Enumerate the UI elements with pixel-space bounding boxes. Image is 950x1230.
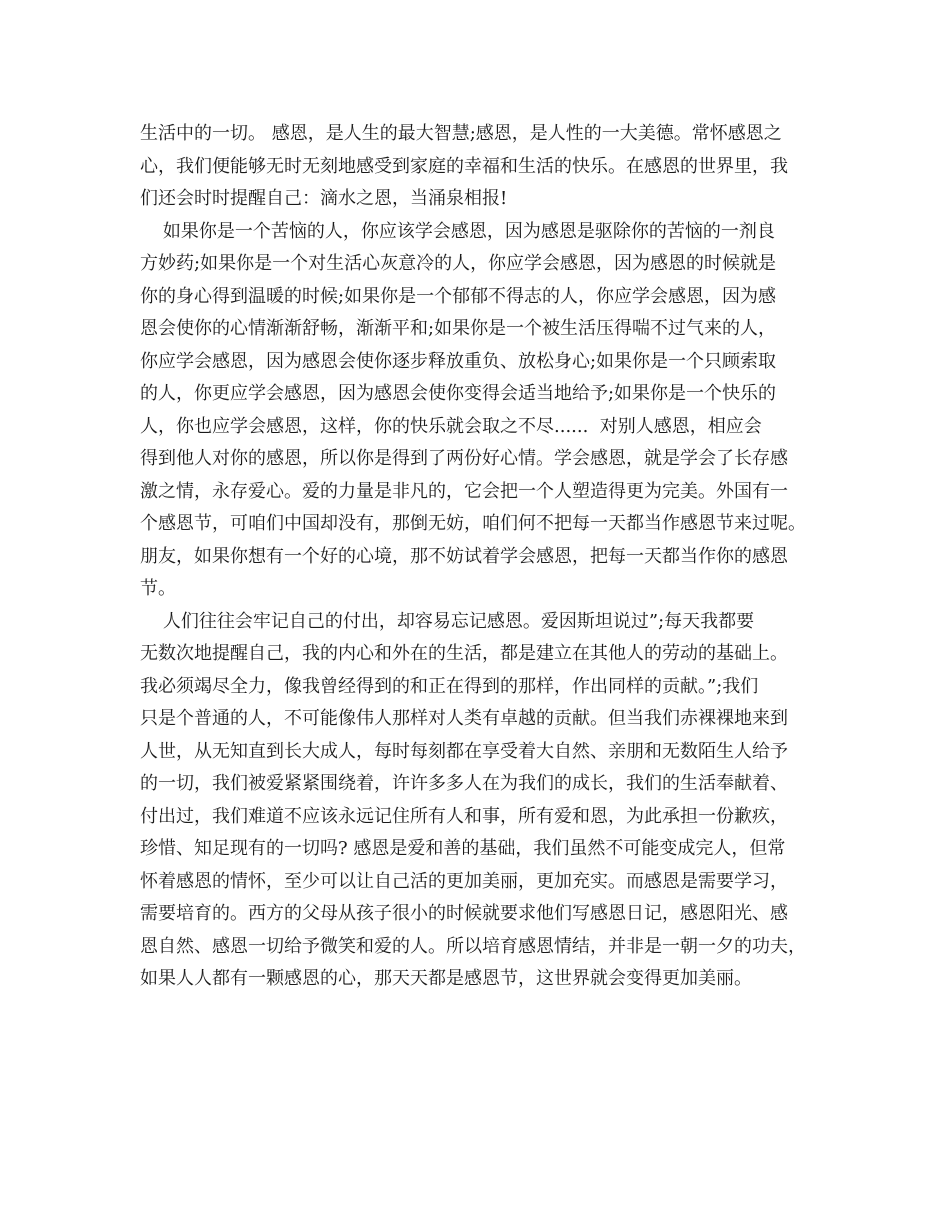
text-line: 你的身心得到温暖的时候;如果你是一个郁郁不得志的人，你应学会感恩，因为感	[140, 285, 777, 307]
text-line: 如果人人都有一颗感恩的心，那天天都是感恩节，这世界就会变得更加美丽。	[140, 968, 752, 989]
text-line: 方妙药;如果你是一个对生活心灰意冷的人，你应学会感恩，因为感恩的时候就是	[140, 253, 777, 274]
text-line: 付出过，我们难道不应该永远记住所有人和事，所有爱和恩，为此承担一份歉疚，	[140, 805, 788, 827]
text-line: 只是个普通的人，不可能像伟人那样对人类有卓越的贡献。但当我们赤裸裸地来到	[140, 708, 788, 729]
text-line: 恩会使你的心情渐渐舒畅，渐渐平和;如果你是一个被生活压得喘不过气来的人，	[140, 318, 777, 339]
document-body	[140, 118, 820, 996]
text-line: 需要培育的。西方的父母从孩子很小的时候就要求他们写感恩日记，感恩阳光、感	[140, 903, 788, 924]
text-line: 个感恩节，可咱们中国却没有，那倒无妨，咱们何不把每一天都当作感恩节来过呢。	[140, 513, 806, 534]
text-line: 节。	[140, 578, 176, 599]
paragraph-3	[140, 606, 820, 996]
text-line: 人世，从无知直到长大成人，每时每刻都在享受着大自然、亲朋和无数陌生人给予	[140, 740, 788, 762]
text-line: 你应学会感恩，因为感恩会使你逐步释放重负、放松身心;如果你是一个只顾索取	[140, 350, 777, 372]
text-line: 朋友，如果你想有一个好的心境，那不妨试着学会感恩，把每一天都当作你的感恩	[140, 545, 788, 567]
text-line: 如果你是一个苦恼的人，你应该学会感恩，因为感恩是驱除你的苦恼的一剂良	[140, 220, 775, 242]
text-line: 我必须竭尽全力，像我曾经得到的和正在得到的那样，作出同样的贡献。”;我们	[140, 675, 759, 697]
text-line: 们还会时时提醒自己：滴水之恩，当涌泉相报!	[140, 188, 508, 209]
paragraph-1	[140, 118, 820, 216]
text-line: 心，我们便能够无时无刻地感受到家庭的幸福和生活的快乐。在感恩的世界里，我	[140, 155, 788, 177]
text-line: 得到他人对你的感恩，所以你是得到了两份好心情。学会感恩，就是学会了长存感	[140, 448, 788, 469]
text-line: 人，你也应学会感恩，这样，你的快乐就会取之不尽...... 对别人感恩，相应会	[140, 415, 762, 437]
text-line: 人们往往会牢记自己的付出，却容易忘记感恩。爱因斯坦说过”;每天我都要	[140, 610, 755, 632]
text-line: 恩自然、感恩一切给予微笑和爱的人。所以培育感恩情结，并非是一朝一夕的功夫，	[140, 935, 806, 957]
text-line: 无数次地提醒自己，我的内心和外在的生活，都是建立在其他人的劳动的基础上。	[140, 643, 788, 664]
text-line: 珍惜、知足现有的一切吗? 感恩是爱和善的基础，我们虽然不可能变成完人，但常	[140, 838, 786, 859]
text-line: 激之情，永存爱心。爱的力量是非凡的，它会把一个人塑造得更为完美。外国有一	[140, 480, 788, 502]
text-line: 怀着感恩的情怀，至少可以让自己活的更加美丽，更加充实。而感恩是需要学习，	[140, 870, 788, 892]
text-line: 生活中的一切。 感恩，是人生的最大智慧;感恩，是人性的一大美德。常怀感恩之	[140, 123, 782, 144]
text-line: 的一切，我们被爱紧紧围绕着，许许多多人在为我们的成长，我们的生活奉献着、	[140, 773, 788, 794]
paragraph-2	[140, 216, 820, 606]
text-line: 的人，你更应学会感恩，因为感恩会使你变得会适当地给予;如果你是一个快乐的	[140, 383, 777, 404]
